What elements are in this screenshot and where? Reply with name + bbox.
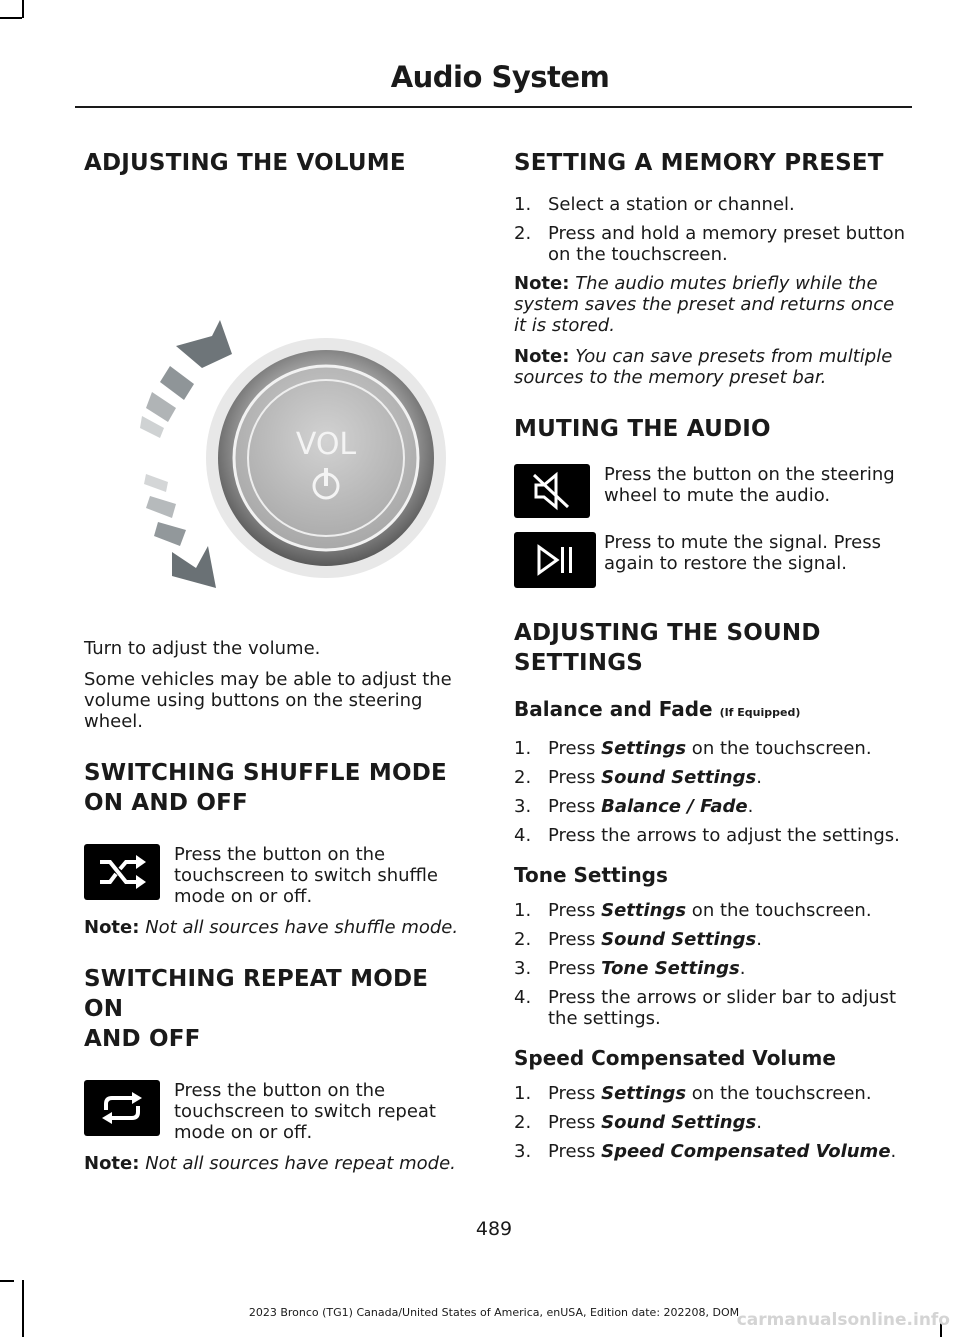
shuffle-icon xyxy=(84,844,160,900)
mute-text: Press the button on the steering wheel to mute the audio. xyxy=(604,464,895,506)
volume-heading: ADJUSTING THE VOLUME xyxy=(84,150,406,176)
header-divider xyxy=(75,106,912,108)
list-item: 2. Press Sound Settings. xyxy=(514,929,762,950)
volume-body-1: Turn to adjust the volume. xyxy=(84,638,321,659)
play-pause-text: Press to mute the signal. Press again to restore the signal. xyxy=(604,532,882,574)
sound-heading-line2: SETTINGS xyxy=(514,650,644,676)
list-item: 3. Press Balance / Fade. xyxy=(514,796,754,817)
balance-heading: Balance and Fade (If Equipped) xyxy=(514,697,801,721)
repeat-heading-line1: SWITCHING REPEAT MODE ON xyxy=(84,966,429,1022)
tone-steps xyxy=(514,900,910,1029)
repeat-icon xyxy=(84,1080,160,1136)
shuffle-note xyxy=(84,917,474,938)
list-item: 1. Press Settings on the touchscreen. xyxy=(514,1083,872,1104)
list-item: 2. Press and hold a memory preset button on the touchscreen. xyxy=(514,223,906,265)
list-item: 2. Press Sound Settings. xyxy=(514,767,762,788)
sound-heading-line1: ADJUSTING THE SOUND xyxy=(514,620,821,646)
volume-body-2: Some vehicles may be able to adjust the volume using buttons on the steering wheel. xyxy=(84,669,452,732)
mute-instruction xyxy=(514,464,910,518)
right-column xyxy=(514,146,910,1170)
shuffle-note-label: Note: xyxy=(84,917,140,938)
list-item: 3. Press Tone Settings. xyxy=(514,958,746,979)
shuffle-instruction xyxy=(84,844,474,907)
repeat-heading-line2: AND OFF xyxy=(84,1026,201,1052)
speed-steps xyxy=(514,1083,910,1162)
list-item: 2. Press Sound Settings. xyxy=(514,1112,762,1133)
mute-heading: MUTING THE AUDIO xyxy=(514,416,771,442)
left-column xyxy=(84,146,474,1174)
crop-mark-top-left-vertical xyxy=(22,0,24,18)
mute-icon xyxy=(514,464,590,518)
list-item: 1. Press Settings on the touchscreen. xyxy=(514,738,872,759)
volume-knob-icon xyxy=(84,196,474,616)
preset-note-1: Note: The audio mutes briefly while the system saves the preset and returns once it is stored. xyxy=(514,273,895,336)
vol-knob-label: VOL xyxy=(295,427,357,462)
list-item: 1. Select a station or channel. xyxy=(514,194,795,215)
shuffle-heading-line1: SWITCHING SHUFFLE MODE xyxy=(84,760,447,786)
shuffle-note-text: Not all sources have shuffle mode. xyxy=(145,917,459,938)
repeat-note-text: Not all sources have repeat mode. xyxy=(145,1153,456,1174)
repeat-note-label: Note: xyxy=(84,1153,140,1174)
preset-steps xyxy=(514,194,910,265)
preset-heading: SETTING A MEMORY PRESET xyxy=(514,150,884,176)
watermark: carmanualsonline.info xyxy=(736,1310,950,1330)
list-item: 4. Press the arrows to adjust the settings. xyxy=(514,825,900,846)
repeat-text: Press the button on the touchscreen to switch repeat mode on or off. xyxy=(174,1080,436,1143)
crop-mark-top-left-horizontal xyxy=(0,17,22,19)
crop-mark-bottom-left-horizontal xyxy=(0,1280,14,1282)
volume-knob-illustration xyxy=(84,196,474,616)
play-pause-instruction xyxy=(514,532,910,588)
preset-note-2: Note: You can save presets from multiple sources to the memory preset bar. xyxy=(514,346,893,388)
repeat-instruction xyxy=(84,1080,474,1143)
list-item: 4. Press the arrows or slider bar to adjust the settings. xyxy=(514,987,897,1029)
tone-heading: Tone Settings xyxy=(514,863,668,887)
repeat-note xyxy=(84,1153,474,1174)
page-header-title: Audio System xyxy=(390,60,610,94)
speed-heading: Speed Compensated Volume xyxy=(514,1046,836,1070)
balance-qualifier: (If Equipped) xyxy=(719,706,801,719)
balance-steps xyxy=(514,738,910,846)
page-number: 489 xyxy=(475,1218,513,1240)
list-item: 1. Press Settings on the touchscreen. xyxy=(514,900,872,921)
shuffle-text: Press the button on the touchscreen to switch shuffle mode on or off. xyxy=(174,844,438,907)
shuffle-heading-line2: ON AND OFF xyxy=(84,790,248,816)
list-item: 3. Press Speed Compensated Volume. xyxy=(514,1141,897,1162)
edition-line: 2023 Bronco (TG1) Canada/United States of America, enUSA, Edition date: 202208, DOM xyxy=(248,1306,740,1319)
play-pause-icon xyxy=(514,532,596,588)
